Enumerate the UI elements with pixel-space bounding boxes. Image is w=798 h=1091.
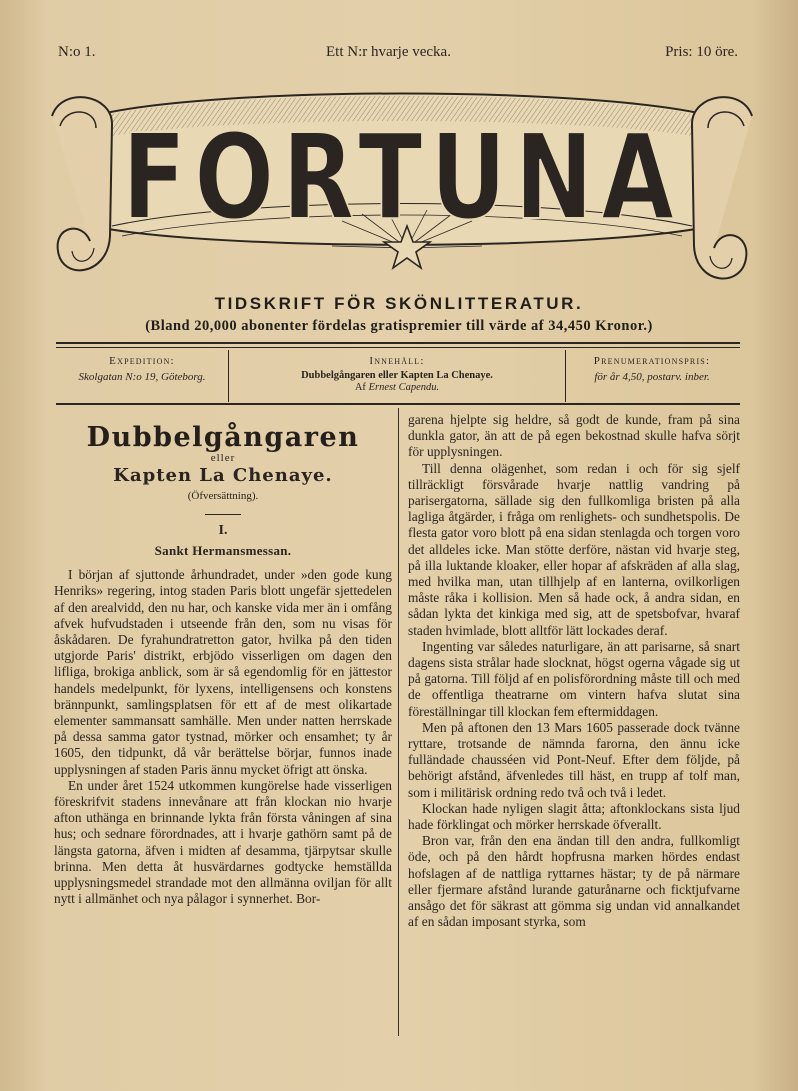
chapter-number: I.: [218, 522, 228, 538]
article-eller: eller: [210, 452, 236, 465]
masthead-title: FORTUNA: [122, 108, 682, 246]
contents-box: [228, 350, 566, 402]
contents-label: Innehåll:: [369, 355, 425, 367]
publication-frequency: Ett N:r hvarje vecka.: [326, 44, 451, 60]
expedition-box: [56, 350, 228, 402]
paragraph: garena hjelpte sig heldre, så godt de kunde, fram på sina dunkla gator, än att de på egen bekostnad skulle hafva sörjt för upplysningen.: [408, 412, 740, 460]
masthead-subtitle: TIDSKRIFT FÖR SKÖNLITTERATUR.: [214, 294, 584, 313]
article-subtitle: Kapten La Chenaye.: [113, 465, 333, 487]
column-divider: [398, 408, 399, 1036]
contents-author-prefix: Af: [354, 382, 366, 393]
left-column: [54, 412, 392, 907]
paragraph: Ingenting var således naturligare, än att parisarne, så snart dagens sista strålar hade slocknat, högst ogerna vågade sig ut på gatorna. Till följd af en polisförordning måste till och med de offentliga theatrarne om vintern hafva slutat sina föreställningar till klockan fem eftermiddagen.: [408, 638, 740, 719]
paragraph: En under året 1524 utkommen kungörelse hade visserligen föreskrifvit stadens innevånare att från klockan nio hvarje afton uthänga en brinnande lykta från första våningen af sina hus; och sednare förordnades, att i hvarje gathörn samt på de längsta gatorna, äfven i midten af desamma, tjärpytsar skulle brinna. Men detta åt husvärdarnes godtycke hemställda upplysningsmedel strandade mot den allmänna oviljan för allt nytt i allmänhet och nya pålagor i synnerhet. Bor-: [54, 777, 392, 907]
divider-rule-thin: [56, 347, 740, 348]
article-title: Dubbelgångaren: [86, 422, 360, 453]
paragraph: Klockan hade nyligen slagit åtta; aftonklockans sista ljud hade förklingat och mörker herrskade öfverallt.: [408, 800, 740, 833]
issue-number: N:o 1.: [58, 44, 96, 60]
contents-author: Ernest Capendu.: [368, 382, 440, 393]
expedition-label: Expedition:: [109, 355, 175, 367]
premium-note: (Bland 20,000 abonenter fördelas gratispremier till värde af 34,450 Kronor.): [145, 318, 653, 334]
subscription-price: för år 4,50, postarv. inber.: [594, 371, 710, 383]
price: Pris: 10 öre.: [665, 44, 738, 60]
chapter-title: Sankt Hermansmessan.: [154, 543, 292, 559]
contents-title: Dubbelgångaren eller Kapten La Chenaye.: [301, 370, 493, 381]
masthead-title-text: [52, 76, 752, 296]
paragraph: I början af sjuttonde århundradet, under »den gode kung Henriks» regering, intog staden Paris blott ungefär sjettedelen af den arealvidd, den nu har, och kanske vida mer än i omfång afvek hufvudstaden i utseende från den, som nu visas för åskådaren. De fyrahundratretton gator, hvilka på den tiden utgjorde Paris' distrikt, erbjödo visserligen om dagen den lifliga, brokiga anblick, som är så egendomlig för en jättestor handels medelpunkt, för lyxens, intelligensens och konstens brännpunkt, samlingsplatsen för ett af de mest olikartade elementer sammansatt samhälle. Men under natten herrskade på dessa samma gator tystnad, mörker och ensamhet; ty år 1605, den tidpunkt, då vår berättelse börjar, funnos inade upplysningen af staden Paris ännu mycket öfrigt att önska.: [54, 567, 392, 777]
subscription-box: [564, 350, 740, 402]
contents-author-line: [229, 382, 565, 393]
paragraph: Till denna olägenhet, som redan i och för sig sjelf tillräckligt försvårade hvarje nattlig vandring på parisergatorna, sällade sig den fullkomliga bristen på alla lagliga åtgärder, i fråga om renlighets- och sundhetspolis. De flesta gator voro blott på ena sidan stenlagda och torgen voro det alldeles icke. Man stötte derföre, nästan vid hvarje steg, på illa luktande kloaker, eller hopar af afskräden af alla slag, med hvilka man, utan tillhjelp af en lanterna, ovilkorligen måste råka i kollision. Men så hade ock, å andra sidan, en sådan lykta det kinkiga med sig, att de spetsbofvar, hvaraf staden hvimlade, blott alltför lätt lockades deraf.: [408, 460, 740, 638]
divider-rule-bottom: [56, 403, 740, 405]
translation-note: (Öfversättning).: [187, 489, 259, 502]
short-rule: [205, 514, 241, 515]
expedition-address: Skolgatan N:o 19, Göteborg.: [78, 371, 206, 383]
paragraph: Men på aftonen den 13 Mars 1605 passerade dock tvänne ryttare, trotsande de nämnda farorna, den ännu icke fulländade chausséen vid Pont-Neuf. Efter dem följde, på behörigt afstånd, äfvenledes till häst, en trupp af tolf man, som i militärisk ordning redo två och två i ledet.: [408, 719, 740, 800]
paragraph: Bron var, från den ena ändan till den andra, fullkomligt öde, och på den hårdt hopfrusna marken hördes endast hofslagen af de nattliga ryttarnes hästar; ty de på närmare eller fjermare afstånd lurande gaturånarne och ficktjufvarne ansågo det för säkrast att gömma sig undan vid annalkandet af en sådan imposant styrka, som: [408, 833, 740, 930]
header-line: [58, 44, 738, 66]
divider-rule: [56, 342, 740, 344]
masthead-logo: [52, 76, 752, 296]
right-column: [408, 412, 740, 931]
subscription-label: Prenumerationspris:: [593, 355, 711, 367]
